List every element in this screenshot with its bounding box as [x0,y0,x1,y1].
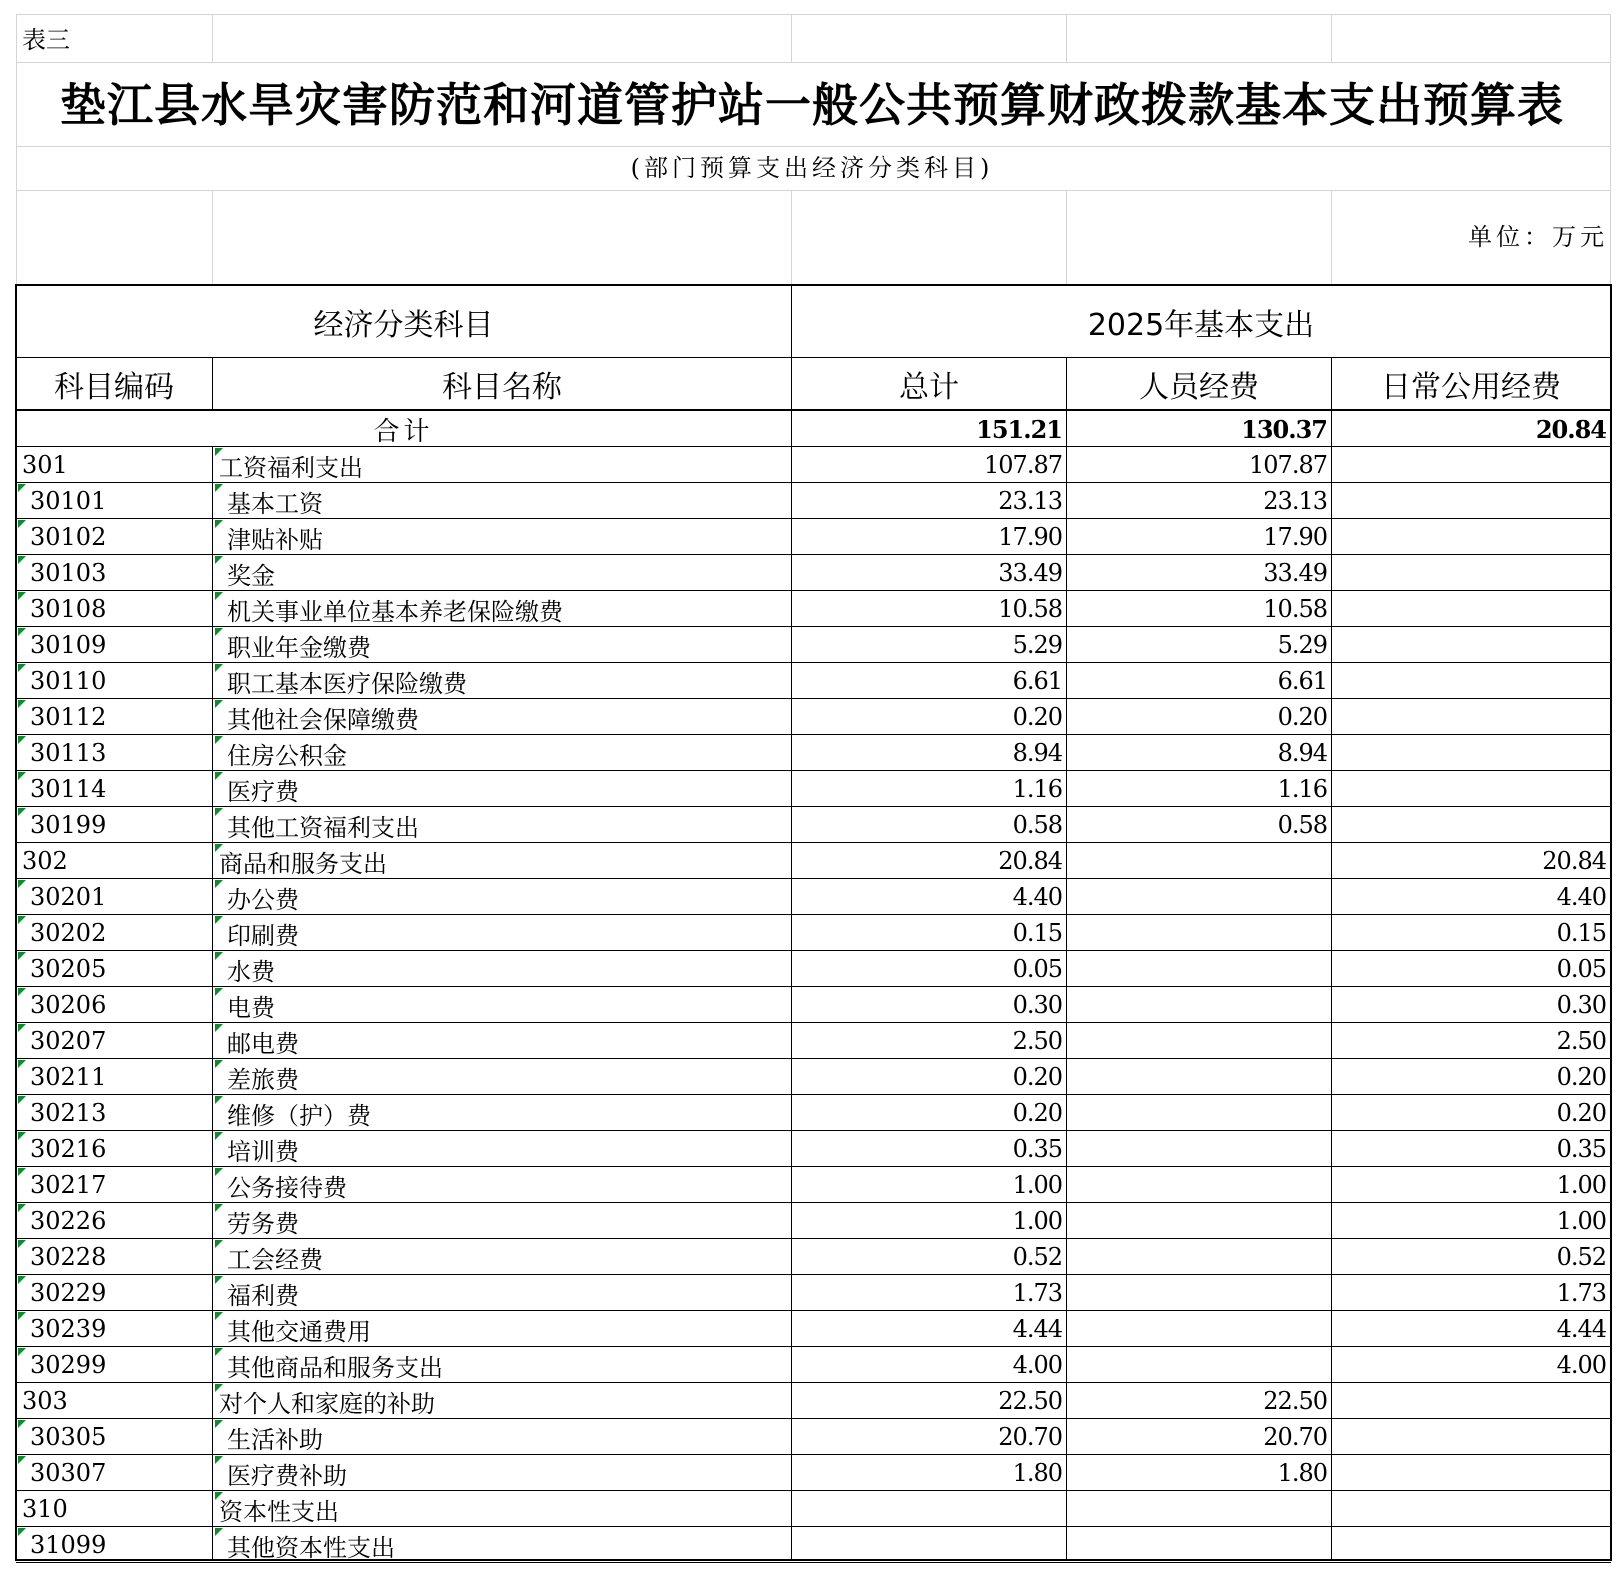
grid-line [16,14,1610,15]
header-personnel-expenses: 人员经费 [1139,369,1259,405]
text-format-indicator-icon [215,1096,223,1104]
text-format-indicator-icon [18,1348,26,1356]
text-format-indicator-icon [18,772,26,780]
text-format-indicator-icon [18,952,26,960]
row-total: 0.35 [1012,1135,1062,1163]
row-total: 8.94 [1012,739,1062,767]
row-personnel [1067,879,1331,915]
text-format-indicator-icon [18,556,26,564]
text-format-indicator-icon [18,484,26,492]
grid-line [16,190,1610,191]
row-code: 30110 [30,667,107,695]
row-personnel: 8.94 [1277,739,1327,767]
row-public [1332,447,1610,483]
row-personnel [1067,843,1331,879]
text-format-indicator-icon [215,592,223,600]
row-total: 4.00 [1012,1351,1062,1379]
row-name: 其他交通费用 [227,1317,371,1346]
row-personnel: 107.87 [1249,451,1327,479]
row-personnel [1067,951,1331,987]
row-public [1332,1383,1610,1419]
row-public: 20.84 [1542,847,1606,875]
text-format-indicator-icon [215,844,223,852]
row-public: 1.00 [1556,1171,1606,1199]
row-personnel: 17.90 [1263,523,1327,551]
row-total [792,1527,1066,1563]
row-total: 0.20 [1012,703,1062,731]
text-format-indicator-icon [215,520,223,528]
row-public [1332,807,1610,843]
text-format-indicator-icon [18,1096,26,1104]
row-personnel: 33.49 [1263,559,1327,587]
text-format-indicator-icon [215,880,223,888]
row-public [1332,1491,1610,1527]
row-total: 10.58 [998,595,1062,623]
text-format-indicator-icon [18,1420,26,1428]
row-public: 4.40 [1556,883,1606,911]
row-code: 30108 [30,595,107,623]
row-name: 维修（护）费 [227,1101,371,1130]
row-code: 30305 [30,1423,107,1451]
row-public [1332,591,1610,627]
row-name: 邮电费 [227,1029,299,1058]
text-format-indicator-icon [215,772,223,780]
row-personnel [1067,1347,1331,1383]
row-public: 0.30 [1556,991,1606,1019]
text-format-indicator-icon [18,808,26,816]
row-name: 奖金 [227,561,275,590]
row-total: 17.90 [998,523,1062,551]
text-format-indicator-icon [215,1060,223,1068]
row-code: 30239 [30,1315,107,1343]
grid-line [1610,14,1611,284]
row-name: 电费 [227,993,275,1022]
text-format-indicator-icon [215,628,223,636]
grid-line [1066,190,1067,284]
grid-line [16,146,1610,147]
row-code: 301 [22,451,68,479]
row-code: 30206 [30,991,107,1019]
row-total: 20.70 [998,1423,1062,1451]
row-personnel [1067,1311,1331,1347]
text-format-indicator-icon [215,1132,223,1140]
text-format-indicator-icon [18,988,26,996]
row-personnel: 22.50 [1263,1387,1327,1415]
row-public [1332,699,1610,735]
row-name: 福利费 [227,1281,299,1310]
row-name: 工资福利支出 [219,453,363,482]
row-public [1332,1527,1610,1563]
row-name: 机关事业单位基本养老保险缴费 [227,597,563,626]
row-total: 0.05 [1012,955,1062,983]
row-name: 对个人和家庭的补助 [219,1389,435,1418]
total-public: 20.84 [1535,414,1606,444]
header-economic-category: 经济分类科目 [313,307,494,343]
text-format-indicator-icon [18,736,26,744]
text-format-indicator-icon [215,916,223,924]
row-code: 30207 [30,1027,107,1055]
row-total: 4.40 [1012,883,1062,911]
row-code: 310 [22,1495,68,1523]
row-total: 1.00 [1012,1171,1062,1199]
unit-label: 单位：万元 [1468,223,1608,251]
row-personnel [1067,1131,1331,1167]
text-format-indicator-icon [215,1024,223,1032]
row-personnel [1067,1023,1331,1059]
row-personnel: 1.16 [1277,775,1327,803]
row-public [1332,483,1610,519]
row-code: 30299 [30,1351,107,1379]
row-code: 30307 [30,1459,107,1487]
row-personnel: 1.80 [1277,1459,1327,1487]
row-total: 1.73 [1012,1279,1062,1307]
row-personnel [1067,1059,1331,1095]
total-personnel: 130.37 [1241,414,1327,444]
row-total: 22.50 [998,1387,1062,1415]
row-personnel: 23.13 [1263,487,1327,515]
row-total [792,1491,1066,1527]
header-subject-code: 科目编码 [54,369,174,405]
row-personnel: 20.70 [1263,1423,1327,1451]
row-code: 30226 [30,1207,107,1235]
header-basic-expenditure-2025: 2025年基本支出 [1087,307,1315,343]
row-public: 4.44 [1556,1315,1606,1343]
row-personnel: 5.29 [1277,631,1327,659]
text-format-indicator-icon [215,1168,223,1176]
header-public-expenses: 日常公用经费 [1381,369,1561,405]
grid-line [1331,14,1332,63]
row-name: 生活补助 [227,1425,323,1454]
text-format-indicator-icon [215,664,223,672]
text-format-indicator-icon [215,1384,223,1392]
row-code: 30112 [30,703,107,731]
row-code: 30102 [30,523,107,551]
row-code: 30205 [30,955,107,983]
text-format-indicator-icon [215,1240,223,1248]
row-public: 2.50 [1556,1027,1606,1055]
row-public: 0.35 [1556,1135,1606,1163]
grid-line [791,190,792,284]
text-format-indicator-icon [18,1204,26,1212]
text-format-indicator-icon [215,736,223,744]
row-total: 6.61 [1012,667,1062,695]
row-personnel [1067,1095,1331,1131]
row-name: 办公费 [227,885,299,914]
row-code: 30199 [30,811,107,839]
row-personnel [1067,1491,1331,1527]
text-format-indicator-icon [215,1204,223,1212]
text-format-indicator-icon [215,1492,223,1500]
row-code: 30114 [30,775,107,803]
row-public [1332,1455,1610,1491]
row-public: 0.05 [1556,955,1606,983]
row-code: 30201 [30,883,107,911]
row-public: 0.20 [1556,1063,1606,1091]
grid-line [1331,190,1332,284]
text-format-indicator-icon [215,700,223,708]
row-personnel [1067,1275,1331,1311]
row-total: 1.80 [1012,1459,1062,1487]
text-format-indicator-icon [18,1312,26,1320]
text-format-indicator-icon [215,1528,223,1536]
row-total: 0.52 [1012,1243,1062,1271]
text-format-indicator-icon [18,1276,26,1284]
row-name: 其他工资福利支出 [227,813,419,842]
text-format-indicator-icon [18,592,26,600]
row-public: 1.73 [1556,1279,1606,1307]
row-name: 水费 [227,957,275,986]
row-name: 劳务费 [227,1209,299,1238]
row-public: 0.52 [1556,1243,1606,1271]
row-name: 职工基本医疗保险缴费 [227,669,467,698]
text-format-indicator-icon [215,1420,223,1428]
text-format-indicator-icon [18,700,26,708]
grid-line [212,14,213,63]
row-name: 住房公积金 [227,741,347,770]
row-code: 302 [22,847,68,875]
report-subtitle: (部门预算支出经济分类科目) [630,154,994,182]
row-public [1332,663,1610,699]
row-name: 差旅费 [227,1065,299,1094]
row-public: 0.15 [1556,919,1606,947]
row-public [1332,555,1610,591]
text-format-indicator-icon [18,1060,26,1068]
row-total: 1.00 [1012,1207,1062,1235]
row-name: 津贴补贴 [227,525,323,554]
row-code: 30103 [30,559,107,587]
row-name: 其他商品和服务支出 [227,1353,443,1382]
row-public [1332,735,1610,771]
row-name: 其他社会保障缴费 [227,705,419,734]
total-amount: 151.21 [976,414,1062,444]
text-format-indicator-icon [18,628,26,636]
row-code: 30101 [30,487,107,515]
row-total: 5.29 [1012,631,1062,659]
grid-line [16,62,1610,63]
row-total: 0.20 [1012,1099,1062,1127]
row-name: 培训费 [227,1137,299,1166]
row-total: 1.16 [1012,775,1062,803]
row-total: 0.30 [1012,991,1062,1019]
row-code: 30217 [30,1171,107,1199]
row-name: 商品和服务支出 [219,849,387,878]
row-name: 资本性支出 [219,1497,339,1526]
row-personnel [1067,1527,1331,1563]
row-divider [16,1562,1611,1563]
row-name: 工会经费 [227,1245,323,1274]
grid-line [16,14,17,284]
row-public: 4.00 [1556,1351,1606,1379]
row-public [1332,771,1610,807]
row-code: 30109 [30,631,107,659]
report-title: 垫江县水旱灾害防范和河道管护站一般公共预算财政拨款基本支出预算表 [60,78,1564,132]
table-label: 表三 [22,26,70,54]
text-format-indicator-icon [215,808,223,816]
row-total: 0.15 [1012,919,1062,947]
grid-line [1066,14,1067,63]
row-name: 职业年金缴费 [227,633,371,662]
text-format-indicator-icon [215,484,223,492]
row-total: 4.44 [1012,1315,1062,1343]
row-personnel [1067,1203,1331,1239]
row-code: 30228 [30,1243,107,1271]
grid-line [212,190,213,284]
row-code: 30113 [30,739,107,767]
text-format-indicator-icon [18,1132,26,1140]
row-code: 31099 [30,1531,107,1559]
row-name: 其他资本性支出 [227,1533,395,1562]
text-format-indicator-icon [18,1240,26,1248]
row-name: 基本工资 [227,489,323,518]
row-public [1332,1419,1610,1455]
text-format-indicator-icon [215,988,223,996]
row-code: 303 [22,1387,68,1415]
row-personnel [1067,987,1331,1023]
text-format-indicator-icon [215,1456,223,1464]
text-format-indicator-icon [215,448,223,456]
header-subject-name: 科目名称 [442,369,562,405]
total-label: 合计 [373,416,434,447]
row-total: 33.49 [998,559,1062,587]
row-name: 印刷费 [227,921,299,950]
row-total: 20.84 [998,847,1062,875]
row-personnel [1067,915,1331,951]
row-code: 30213 [30,1099,107,1127]
text-format-indicator-icon [215,952,223,960]
text-format-indicator-icon [18,664,26,672]
row-total: 0.20 [1012,1063,1062,1091]
row-personnel [1067,1239,1331,1275]
text-format-indicator-icon [18,1168,26,1176]
row-personnel: 6.61 [1277,667,1327,695]
row-total: 0.58 [1012,811,1062,839]
row-public: 1.00 [1556,1207,1606,1235]
row-public: 0.20 [1556,1099,1606,1127]
text-format-indicator-icon [18,916,26,924]
row-personnel: 10.58 [1263,595,1327,623]
text-format-indicator-icon [215,556,223,564]
text-format-indicator-icon [215,1348,223,1356]
text-format-indicator-icon [18,1528,26,1536]
row-public [1332,627,1610,663]
row-public [1332,519,1610,555]
row-code: 30211 [30,1063,107,1091]
row-total: 23.13 [998,487,1062,515]
text-format-indicator-icon [215,1276,223,1284]
text-format-indicator-icon [215,1312,223,1320]
row-personnel [1067,1167,1331,1203]
text-format-indicator-icon [18,520,26,528]
row-personnel: 0.20 [1277,703,1327,731]
row-code: 30202 [30,919,107,947]
header-total: 总计 [899,369,959,405]
row-total: 107.87 [984,451,1062,479]
grid-line [791,14,792,63]
row-name: 公务接待费 [227,1173,347,1202]
text-format-indicator-icon [18,1024,26,1032]
row-total: 2.50 [1012,1027,1062,1055]
row-name: 医疗费 [227,777,299,806]
text-format-indicator-icon [18,880,26,888]
text-format-indicator-icon [18,1456,26,1464]
row-code: 30229 [30,1279,107,1307]
row-name: 医疗费补助 [227,1461,347,1490]
table-border [1610,284,1612,1561]
row-code: 30216 [30,1135,107,1163]
row-personnel: 0.58 [1277,811,1327,839]
